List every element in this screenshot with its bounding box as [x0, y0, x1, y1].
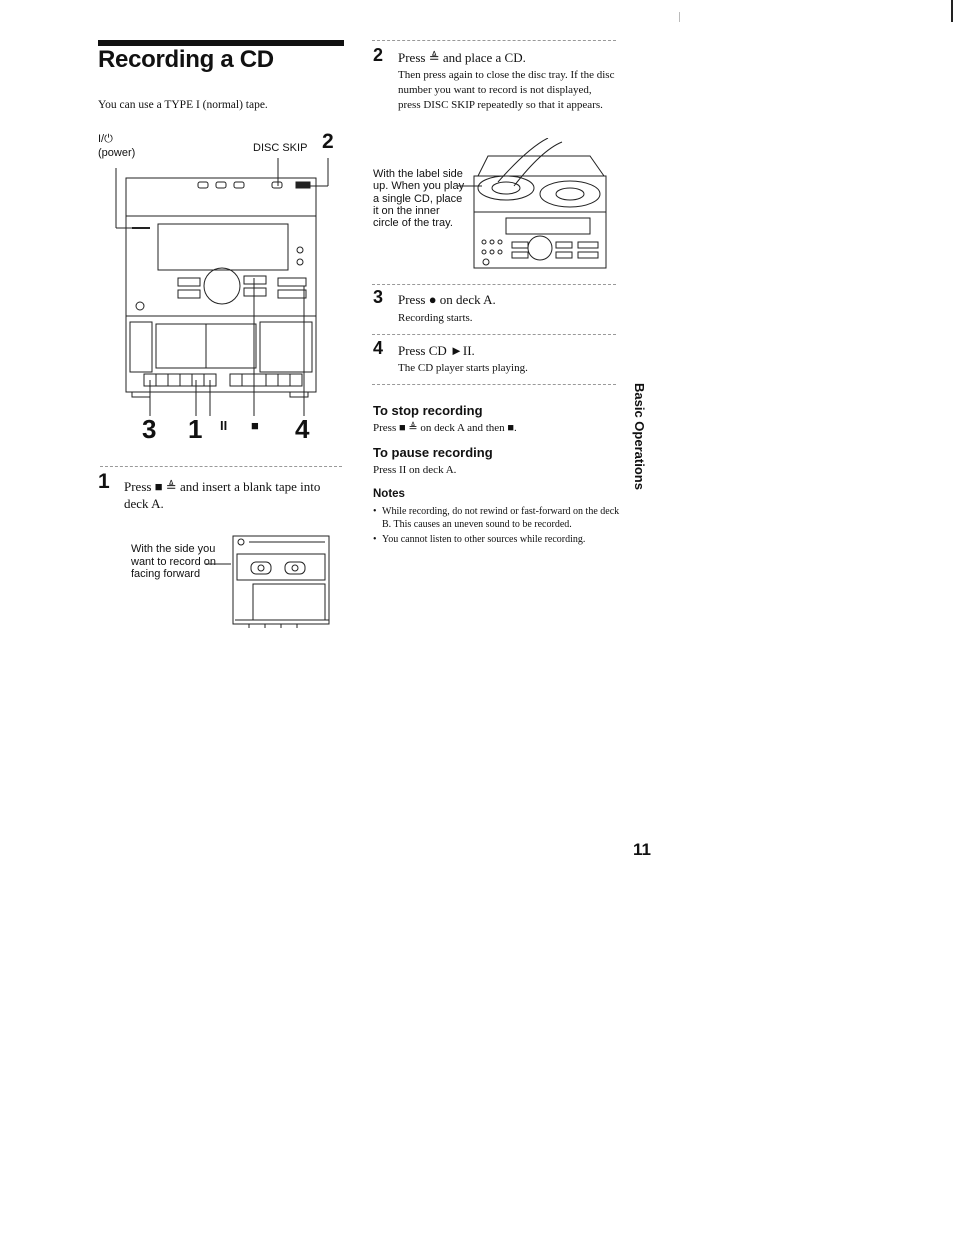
bullet: • — [373, 506, 377, 517]
step3-detail: Recording starts. — [398, 312, 473, 324]
divider — [372, 384, 616, 385]
page-title: Recording a CD — [98, 46, 274, 73]
step2-diagram-label: With the label side up. When you play a single CD, place it on the inner circle of the tray. — [373, 168, 465, 230]
cd-tray-diagram — [458, 138, 608, 270]
divider — [100, 466, 342, 467]
callout-stop: ■ — [251, 418, 259, 433]
step2-text: Press ≜ and place a CD. — [398, 50, 526, 65]
step1-text: Press ■ ≜ and insert a blank tape into deck A. — [124, 479, 321, 511]
power-label: (power) — [98, 147, 136, 159]
step1-number: 1 — [98, 470, 110, 493]
notes-list — [373, 505, 621, 546]
step2-detail: Then press again to close the disc tray. If the disc number you want to record is not displayed, press DISC SKIP repeatedly so that it appears. — [398, 69, 615, 111]
intro-text: You can use a TYPE I (normal) tape. — [98, 99, 268, 111]
divider — [372, 40, 616, 41]
step3-number: 3 — [373, 287, 384, 307]
disc-skip-label: DISC SKIP — [253, 142, 308, 154]
page-number: 11 — [633, 840, 651, 859]
callout-step-4: 4 — [295, 414, 310, 444]
page-edge-mark — [951, 0, 953, 22]
step4-text: Press CD ►II. — [398, 343, 475, 358]
note-text: While recording, do not rewind or fast-forward on the deck B. This causes an uneven sound to be recorded. — [382, 506, 620, 530]
stop-recording-text: Press ■ ≜ on deck A and then ■. — [373, 422, 517, 434]
step2-number: 2 — [373, 45, 384, 65]
cassette-deck-diagram — [205, 532, 333, 630]
step4-detail: The CD player starts playing. — [398, 362, 528, 374]
notes-heading: Notes — [373, 488, 405, 500]
note-text: You cannot listen to other sources while recording. — [382, 534, 586, 545]
note-item — [373, 505, 621, 531]
bullet: • — [373, 534, 377, 545]
pause-recording-text: Press II on deck A. — [373, 464, 457, 476]
step4-number: 4 — [373, 338, 384, 358]
note-item — [373, 533, 621, 546]
section-side-tab: Basic Operations — [632, 383, 647, 490]
stereo-front-diagram — [110, 158, 335, 423]
stop-recording-heading: To stop recording — [373, 403, 483, 418]
step1-diagram-label: With the side you want to record on facing forward — [131, 543, 216, 580]
page-edge-mark — [679, 12, 680, 22]
step3-text: Press ● on deck A. — [398, 292, 496, 307]
callout-pause: II — [220, 418, 228, 433]
power-symbol: I/⏻ — [98, 133, 113, 145]
callout-step-3: 3 — [142, 414, 157, 444]
disc-skip-step-number: 2 — [322, 130, 334, 153]
divider — [372, 284, 616, 285]
pause-recording-heading: To pause recording — [373, 445, 493, 460]
divider — [372, 334, 616, 335]
callout-step-1: 1 — [188, 414, 203, 444]
